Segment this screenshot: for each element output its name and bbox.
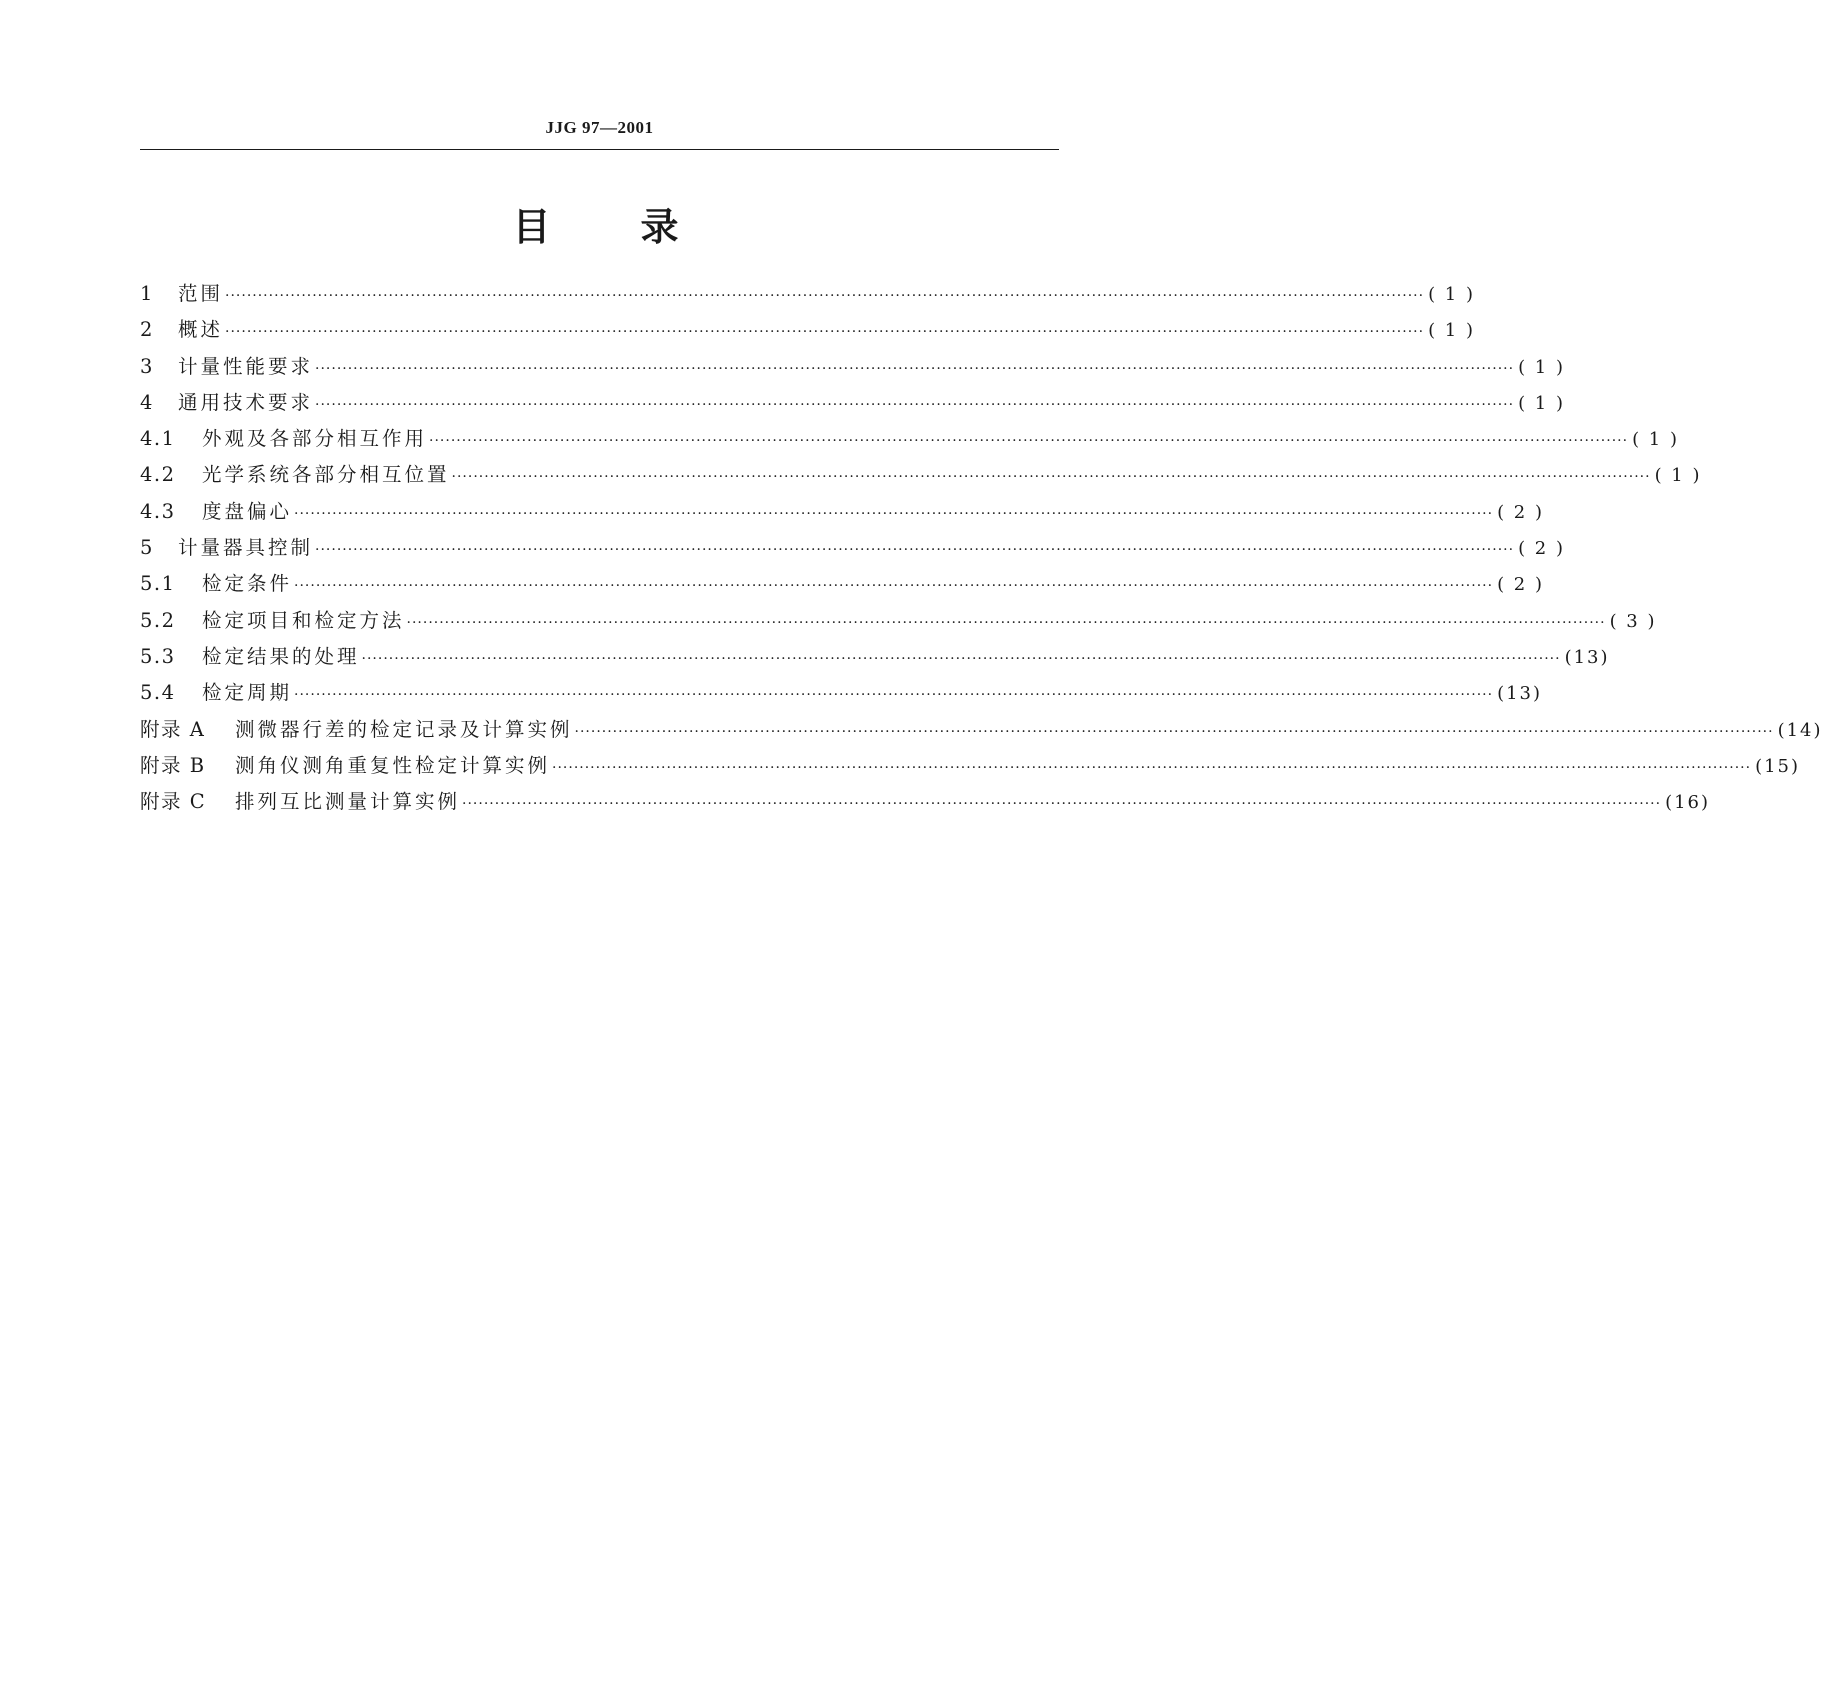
- toc-entry[interactable]: [140, 675, 1543, 711]
- toc-entry-page: ( 1 ): [1518, 392, 1566, 414]
- toc-entry-title: 范围: [178, 282, 224, 305]
- toc-entry[interactable]: [140, 421, 1680, 457]
- toc-entry-title: 检定周期: [202, 681, 293, 705]
- toc-entry-number: 4.1: [140, 427, 176, 451]
- toc-entry[interactable]: [140, 385, 1566, 421]
- toc-entry-number: 附录 C: [140, 790, 207, 814]
- toc-entry-page: ( 1 ): [1518, 356, 1566, 378]
- toc-entry-page: ( 1 ): [1428, 320, 1476, 342]
- toc-dot-leader: ····························································································································································································································: [225, 288, 1425, 304]
- toc-entry-title: 测角仪测角重复性检定计算实例: [235, 753, 551, 777]
- toc-entry-number: 5: [140, 536, 154, 560]
- toc-entry-title: 检定条件: [202, 572, 293, 596]
- toc-entry-page: ( 1 ): [1654, 465, 1702, 487]
- toc-dot-leader: ····························································································································································································································: [429, 433, 1629, 450]
- toc-entry[interactable]: [140, 639, 1610, 675]
- toc-entry[interactable]: [140, 494, 1545, 530]
- toc-entry-title: 测微器行差的检定记录及计算实例: [235, 717, 573, 741]
- toc-dot-leader: ····························································································································································································································: [225, 324, 1425, 341]
- toc-entry[interactable]: [140, 748, 1801, 784]
- toc-dot-leader: ····························································································································································································································: [451, 469, 1651, 486]
- toc-entry[interactable]: [140, 457, 1702, 493]
- toc-title-char-2: 录: [640, 205, 679, 249]
- toc-entry-page: ( 2 ): [1518, 538, 1566, 560]
- toc-dot-leader: ····························································································································································································································: [462, 796, 1662, 813]
- toc-dot-leader: ····························································································································································································································: [294, 578, 1494, 595]
- toc-entry-title: 计量性能要求: [178, 354, 314, 378]
- toc-dot-leader: ····························································································································································································································: [294, 505, 1494, 522]
- toc-entry-page: (14): [1777, 719, 1823, 741]
- toc-dot-leader: ····························································································································································································································: [294, 687, 1494, 704]
- toc-entry-number: 附录 B: [140, 753, 206, 777]
- toc-dot-leader: ····························································································································································································································: [315, 542, 1515, 559]
- toc-entry-title: 排列互比测量计算实例: [235, 790, 461, 814]
- toc-entry-number: 5.3: [140, 644, 176, 668]
- toc-entry-page: ( 2 ): [1497, 501, 1545, 523]
- toc-dot-leader: ····························································································································································································································: [574, 723, 1774, 740]
- toc-entry-number: 3: [140, 354, 154, 378]
- toc-entry-title: 外观及各部分相互作用: [202, 427, 428, 451]
- toc-dot-leader: ····························································································································································································································: [552, 759, 1752, 776]
- document-code-header: JJG 97—2001: [545, 118, 654, 137]
- toc-entry-number: 4.3: [140, 499, 176, 523]
- toc-dot-leader: ····························································································································································································································: [361, 650, 1561, 667]
- toc-entry-page: ( 1 ): [1632, 429, 1680, 451]
- toc-entry-page: (16): [1665, 792, 1711, 814]
- toc-entry-page: (13): [1497, 683, 1543, 705]
- toc-entry-number: 4.2: [140, 463, 176, 487]
- toc-entry-title: 光学系统各部分相互位置: [202, 463, 450, 487]
- toc-entry[interactable]: [140, 566, 1545, 602]
- toc-entry-number: 附录 A: [140, 717, 206, 741]
- toc-entry[interactable]: [140, 784, 1711, 820]
- toc-entry-page: (15): [1755, 755, 1801, 777]
- toc-entry-page: ( 2 ): [1497, 574, 1545, 596]
- toc-entry-title: 检定项目和检定方法: [202, 608, 405, 632]
- toc-entry-title: 计量器具控制: [178, 536, 314, 560]
- toc-entry-title: 度盘偏心: [202, 499, 293, 523]
- toc-entry[interactable]: [140, 276, 1476, 312]
- header-divider: [140, 149, 1059, 150]
- toc-dot-leader: ····························································································································································································································: [315, 396, 1515, 413]
- toc-entry[interactable]: [140, 349, 1566, 385]
- toc-entry-number: 1: [140, 282, 154, 305]
- toc-entry-page: ( 1 ): [1428, 284, 1476, 305]
- toc-entry[interactable]: [140, 312, 1476, 348]
- toc-entry-title: 概述: [178, 318, 224, 342]
- toc-entry-number: 5.1: [140, 572, 176, 596]
- toc-entry-title: 检定结果的处理: [202, 644, 360, 668]
- table-of-contents: [140, 276, 1823, 820]
- toc-entry-page: (13): [1564, 646, 1610, 668]
- toc-title-char-1: 目: [512, 205, 551, 249]
- toc-entry-number: 2: [140, 318, 154, 342]
- toc-entry-page: ( 3 ): [1609, 610, 1657, 632]
- toc-entry[interactable]: [140, 712, 1823, 748]
- toc-entry-number: 4: [140, 390, 154, 414]
- toc-dot-leader: ····························································································································································································································: [315, 360, 1515, 377]
- toc-entry-number: 5.2: [140, 608, 176, 632]
- toc-dot-leader: ····························································································································································································································: [406, 614, 1606, 631]
- toc-entry-title: 通用技术要求: [178, 390, 314, 414]
- toc-title: [0, 196, 1191, 251]
- toc-entry[interactable]: [140, 530, 1566, 566]
- toc-entry[interactable]: [140, 603, 1657, 639]
- toc-entry-number: 5.4: [140, 681, 176, 705]
